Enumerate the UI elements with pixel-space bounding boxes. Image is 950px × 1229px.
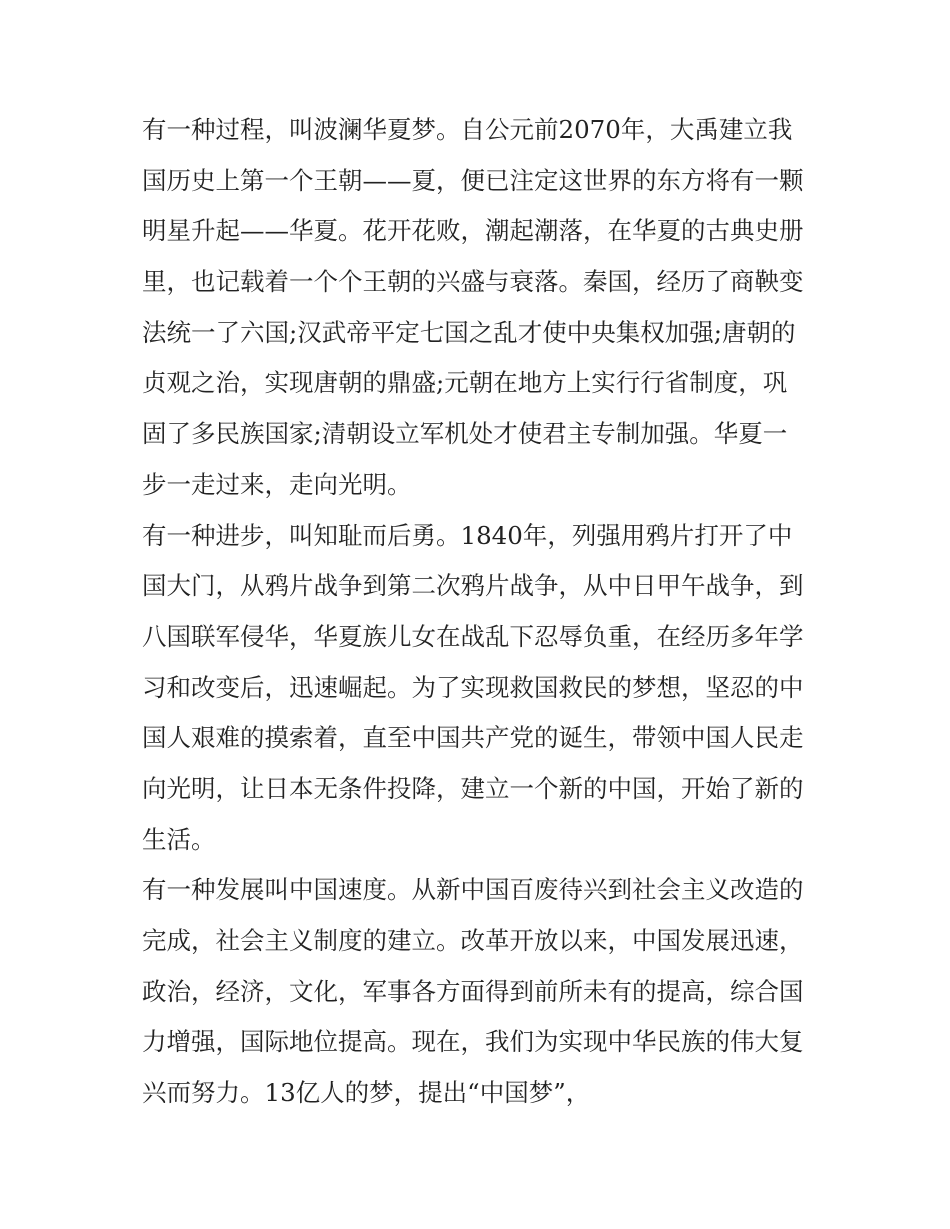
paragraph-history xyxy=(142,105,822,511)
text-line: 里，也记载着一个个王朝的兴盛与衰落。秦国，经历了商鞅变 xyxy=(142,267,804,297)
text-line: 国大门，从鸦片战争到第二次鸦片战争，从中日甲午战争，到 xyxy=(142,571,804,601)
text-line: 生活。 xyxy=(142,824,216,854)
text-line: 力增强，国际地位提高。现在，我们为实现中华民族的伟大复 xyxy=(142,1027,804,1057)
text-line: 法统一了六国;汉武帝平定七国之乱才使中央集权加强;唐朝的 xyxy=(142,317,796,347)
text-line: 步一走过来，走向光明。 xyxy=(142,469,412,499)
text-line: 完成，社会主义制度的建立。改革开放以来，中国发展迅速， xyxy=(142,926,804,955)
text-line: 贞观之治，实现唐朝的鼎盛;元朝在地方上实行行省制度，巩 xyxy=(142,368,788,398)
text-line: 明星升起——华夏。花开花败，潮起潮落，在华夏的古典史册 xyxy=(142,216,804,246)
text-line: 固了多民族国家;清朝设立军机处才使君主专制加强。华夏一 xyxy=(142,419,788,449)
text-line: 国历史上第一个王朝——夏，便已注定这世界的东方将有一颗 xyxy=(142,165,804,195)
text-line: 有一种发展叫中国速度。从新中国百废待兴到社会主义改造的 xyxy=(142,875,804,905)
text-line: 八国联军侵华，华夏族儿女在战乱下忍辱负重，在经历多年学 xyxy=(142,621,804,651)
document-page xyxy=(142,105,822,1119)
text-line: 有一种进步，叫知耻而后勇。1840年，列强用鸦片打开了中 xyxy=(142,520,793,550)
text-line: 兴而努力。13亿人的梦，提出“中国梦”， xyxy=(142,1078,591,1108)
text-line: 政治，经济，文化，军事各方面得到前所未有的提高，综合国 xyxy=(142,976,804,1006)
text-line: 习和改变后，迅速崛起。为了实现救国救民的梦想，坚忍的中 xyxy=(142,672,804,702)
paragraph-development xyxy=(142,865,822,1118)
text-line: 国人艰难的摸索着，直至中国共产党的诞生，带领中国人民走 xyxy=(142,723,804,753)
paragraph-progress xyxy=(142,511,822,866)
text-line: 向光明，让日本无条件投降，建立一个新的中国，开始了新的 xyxy=(142,773,804,803)
text-line: 有一种过程，叫波澜华夏梦。自公元前2070年，大禹建立我 xyxy=(142,115,793,144)
